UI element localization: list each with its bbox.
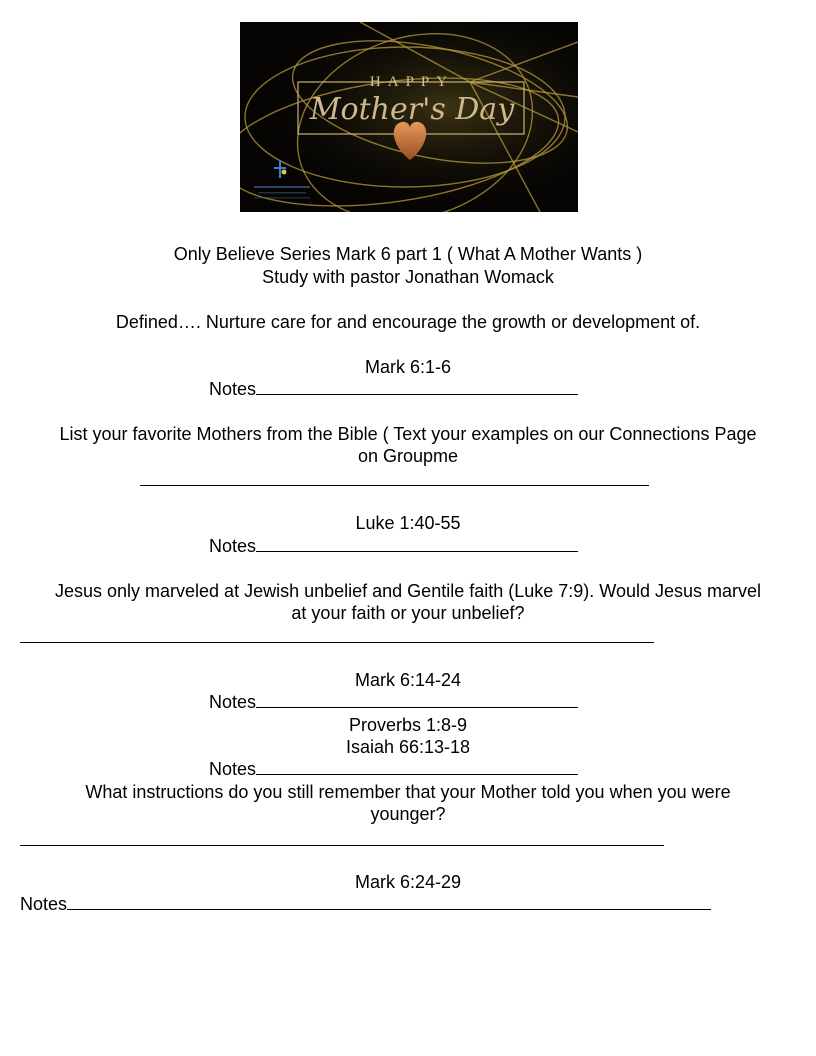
scripture-reference-luke-1: Luke 1:40-55 — [355, 513, 461, 533]
notes-blank — [256, 706, 578, 708]
banner-graphic — [240, 22, 578, 212]
scripture-reference-mark-6-14: Mark 6:14-24 — [354, 670, 462, 690]
question-jesus-marvel: Jesus only marveled at Jewish unbelief and Gentile faith (Luke 7:9). Would Jesus marvel — [54, 581, 762, 601]
scripture-reference-mark-6-24: Mark 6:24-29 — [354, 872, 462, 892]
scripture-reference-mark-6-1: Mark 6:1-6 — [364, 357, 452, 377]
notes-line — [209, 758, 578, 780]
notes-label: Notes — [209, 536, 257, 556]
notes-line — [209, 535, 578, 557]
scripture-reference-isaiah-66: Isaiah 66:13-18 — [345, 737, 471, 757]
definition-text: Defined…. Nurture care for and encourage the growth or development of. — [115, 312, 701, 332]
banner-script-text: Mother's Day — [309, 92, 515, 127]
answer-blank-line — [140, 485, 649, 486]
notes-blank — [67, 908, 711, 910]
notes-line — [209, 378, 578, 400]
question-mother-instructions-cont: younger? — [370, 804, 446, 824]
scripture-reference-proverbs-1: Proverbs 1:8-9 — [348, 715, 468, 735]
notes-label: Notes — [209, 692, 257, 712]
notes-line-wide — [20, 893, 711, 915]
study-subtitle: Study with pastor Jonathan Womack — [262, 267, 554, 287]
notes-label: Notes — [20, 894, 68, 914]
question-mother-instructions: What instructions do you still remember that your Mother told you when you were — [85, 782, 731, 802]
banner-top-word: HAPPY — [369, 74, 455, 90]
answer-blank-line — [20, 642, 654, 643]
mothers-day-banner-image — [240, 22, 578, 212]
notes-label: Notes — [209, 379, 257, 399]
notes-blank — [256, 773, 578, 775]
notes-blank — [256, 550, 578, 552]
notes-label: Notes — [209, 759, 257, 779]
notes-line — [209, 691, 578, 713]
question-favorite-mothers: List your favorite Mothers from the Bible ( Text your examples on our Connections Page — [59, 424, 757, 444]
question-jesus-marvel-cont: at your faith or your unbelief? — [291, 603, 525, 623]
series-title: Only Believe Series Mark 6 part 1 ( What A Mother Wants ) — [173, 244, 643, 264]
notes-blank — [256, 393, 578, 395]
question-favorite-mothers-cont: on Groupme — [357, 446, 459, 466]
answer-blank-line — [20, 845, 664, 846]
